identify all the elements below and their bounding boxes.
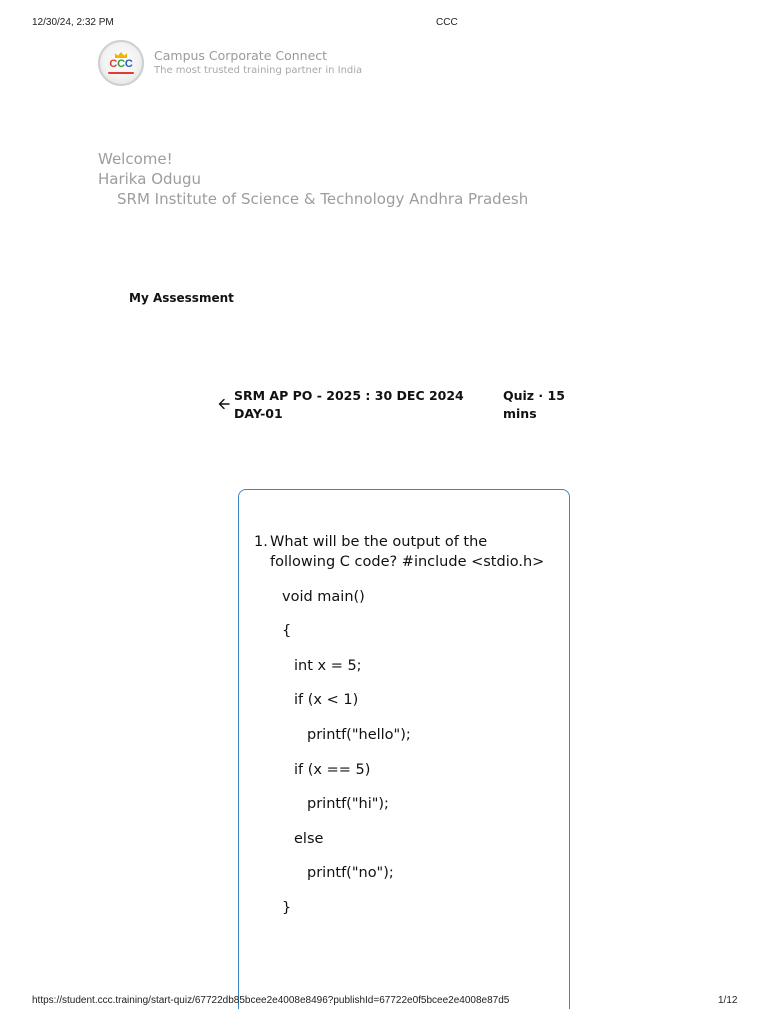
quiz-title xyxy=(234,387,484,423)
quiz-title-line-1: SRM AP PO - 2025 : 30 DEC 2024 xyxy=(234,388,464,403)
code-line: } xyxy=(282,900,292,916)
logo-ribbon xyxy=(108,72,134,74)
code-line: if (x == 5) xyxy=(294,762,371,778)
logo-mark: CCC xyxy=(109,58,133,70)
arrow-left-icon[interactable] xyxy=(217,396,231,412)
my-assessment-link[interactable]: My Assessment xyxy=(129,291,234,305)
print-page-title: CCC xyxy=(436,17,458,28)
crown-icon xyxy=(115,52,127,58)
brand-tagline: The most trusted training partner in India xyxy=(154,65,363,76)
code-line: printf("no"); xyxy=(307,865,394,881)
user-institute: SRM Institute of Science & Technology Andhra Pradesh xyxy=(117,190,529,208)
code-line: printf("hello"); xyxy=(307,727,411,743)
brand-name: Campus Corporate Connect xyxy=(154,48,328,63)
question-number: 1. xyxy=(254,534,268,550)
code-line: printf("hi"); xyxy=(307,796,389,812)
code-line: if (x < 1) xyxy=(294,692,359,708)
quiz-duration-line-1: Quiz · 15 xyxy=(503,388,565,403)
question-text-line-2: following C code? #include <stdio.h> xyxy=(270,554,545,570)
quiz-duration xyxy=(503,387,573,423)
quiz-duration-line-2: mins xyxy=(503,406,537,421)
print-datetime: 12/30/24, 2:32 PM xyxy=(32,17,114,28)
code-line: int x = 5; xyxy=(294,658,362,674)
quiz-title-line-2: DAY-01 xyxy=(234,406,283,421)
user-name: Harika Odugu xyxy=(98,170,202,188)
question-text-line-1: What will be the output of the xyxy=(270,534,488,550)
ccc-logo xyxy=(98,40,144,86)
code-line: else xyxy=(294,831,324,847)
print-url: https://student.ccc.training/start-quiz/67722db85bcee2e4008e8496?publishId=67722e0f5bcee2e4008e87d5 xyxy=(32,995,510,1006)
code-line: void main() xyxy=(282,589,365,605)
code-line: { xyxy=(282,623,292,639)
print-page-number: 1/12 xyxy=(718,995,738,1006)
welcome-text: Welcome! xyxy=(98,150,173,168)
